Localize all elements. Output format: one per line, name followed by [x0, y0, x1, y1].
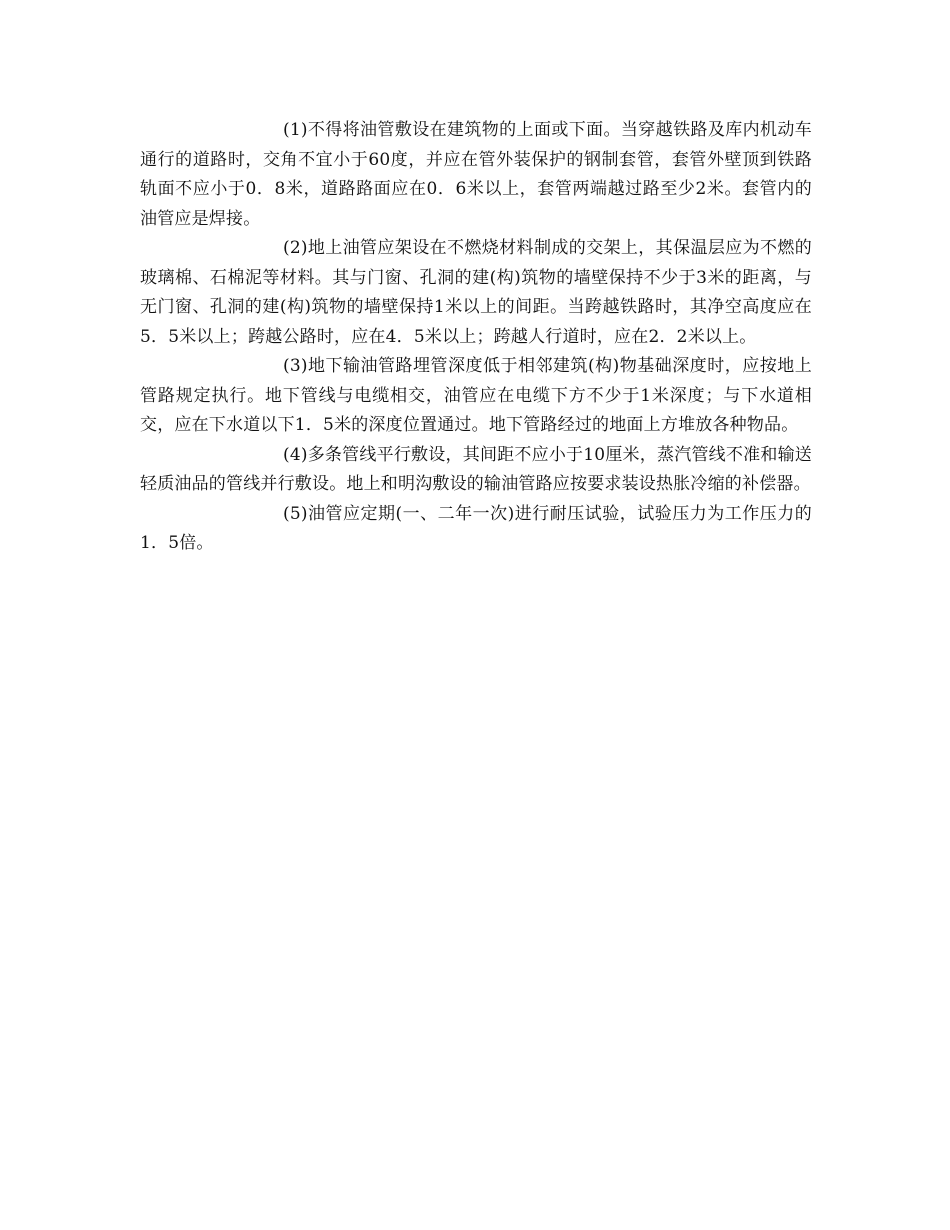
paragraph-3: (3)地下输油管路埋管深度低于相邻建筑(构)物基础深度时，应按地上管路规定执行。地下管线与电缆相交，油管应在电缆下方不少于1米深度；与下水道相交，应在下水道以下1．5米的深度位置通过。地下管路经过的地面上方堆放各种物品。: [140, 356, 812, 435]
paragraph-4: (4)多条管线平行敷设，其间距不应小于10厘米，蒸汽管线不准和输送轻质油品的管线并行敷设。地上和明沟敷设的输油管路应按要求装设热胀冷缩的补偿器。: [140, 444, 812, 494]
paragraph-2: (2)地上油管应架设在不燃烧材料制成的交架上，其保温层应为不燃的玻璃棉、石棉泥等材料。其与门窗、孔洞的建(构)筑物的墙壁保持不少于3米的距离，与无门窗、孔洞的建(构)筑物的墙壁保持1米以上的间距。当跨越铁路时，其净空高度应在5．5米以上；跨越公路时，应在4．5米以上；跨越人行道时，应在2．2米以上。: [140, 238, 812, 347]
document-body: [140, 116, 812, 559]
paragraph-5: (5)油管应定期(一、二年一次)进行耐压试验，试验压力为工作压力的1．5倍。: [140, 503, 812, 553]
paragraph-1: (1)不得将油管敷设在建筑物的上面或下面。当穿越铁路及库内机动车通行的道路时，交角不宜小于60度，并应在管外装保护的钢制套管，套管外壁顶到铁路轨面不应小于0．8米，道路路面应在0．6米以上，套管两端越过路至少2米。套管内的油管应是焊接。: [140, 120, 812, 229]
